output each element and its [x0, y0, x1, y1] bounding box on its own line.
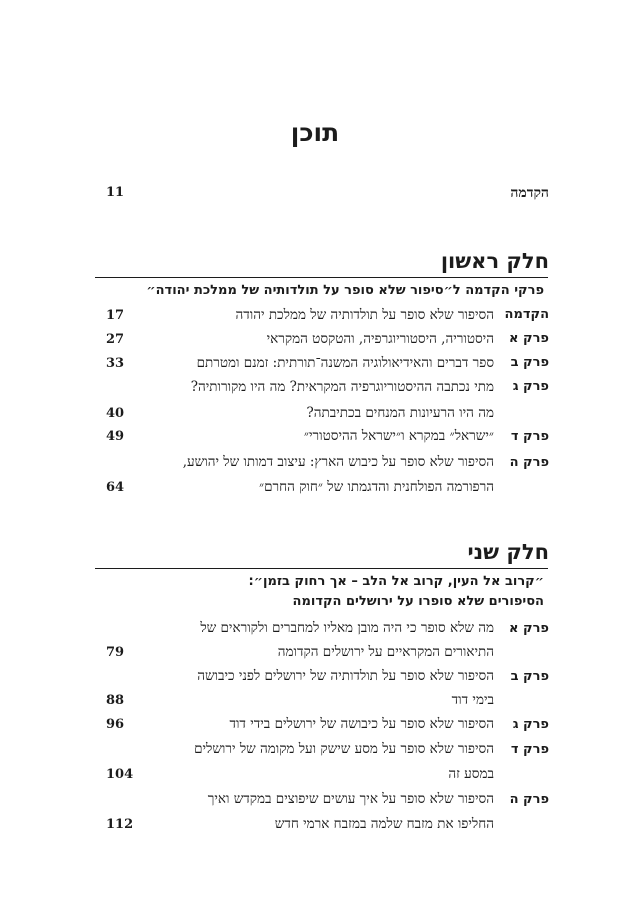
- toc-entry-text: הסיפור שלא סופר על איך עושים שיפוצים במקדש ואיך: [207, 791, 494, 807]
- toc-entry-label: פרק ה: [509, 792, 549, 807]
- intro-page: 11: [106, 185, 125, 200]
- toc-entry-text: היסטוריה, היסטוריוגרפיה, והטקסט המקראי: [266, 331, 494, 347]
- toc-entry-label: פרק ב: [510, 669, 549, 684]
- toc-entry-text: הסיפור שלא סופר על תולדותיה של ממלכת יהודה: [235, 307, 494, 323]
- toc-entry-label: פרק ג: [512, 379, 549, 394]
- toc-entry-text: הרפורמה הפולחנית והדגמתו של ״חוק החרם״: [258, 479, 494, 495]
- toc-entry-text: בימי דוד: [451, 692, 494, 708]
- toc-entry-label: פרק ב: [510, 355, 549, 370]
- toc-entry-text: התיאורים המקראיים על ירושלים הקדומה: [277, 644, 494, 660]
- toc-entry-text: מתי נכתבה ההיסטוריוגרפיה המקראית? מה היו מקורותיה?: [190, 379, 494, 395]
- toc-entry-text: הסיפור שלא סופר על תולדותיה של ירושלים לפני כיבושה: [197, 668, 494, 684]
- page-title: תוכן: [290, 118, 340, 147]
- toc-entry-page: 96: [106, 717, 125, 732]
- part1-section-title: פרקי הקדמה ל״סיפור שלא סופר על תולדותיה של ממלכת יהודה״: [146, 283, 544, 298]
- toc-entry-page: 40: [106, 406, 125, 421]
- toc-entry-label: הקדמה: [504, 307, 549, 322]
- toc-entry-page: 27: [106, 332, 125, 347]
- toc-entry-page: 33: [106, 356, 125, 371]
- toc-entry-page: 17: [106, 308, 125, 323]
- toc-entry-page: 79: [106, 645, 125, 660]
- toc-entry-text: הסיפור שלא סופר על כיבוש הארץ: עיצוב דמותו של יהושע,: [182, 454, 494, 470]
- toc-entry-text: מה היו הרעיונות המנחים בכתיבתה?: [306, 405, 494, 421]
- part1-divider: [95, 277, 548, 278]
- toc-entry-text: החליפו את מזבח שלמה במזבח ארמי חדש: [274, 816, 494, 832]
- toc-entry-text: ״ישראל״ במקרא ו״ישראל ההיסטורי״: [303, 428, 494, 444]
- toc-entry-text: מה שלא סופר כי היה מובן מאליו למחברים ולקוראים של: [200, 620, 494, 636]
- toc-entry-text: במסע זה: [448, 766, 494, 782]
- toc-entry-label: פרק א: [509, 621, 549, 636]
- part2-section-title-line1: ״קרוב אל העין, קרוב אל הלב – אך רחוק בזמן״:: [248, 574, 544, 589]
- part2-title: חלק שני: [467, 540, 549, 564]
- toc-entry-label: פרק ה: [509, 455, 549, 470]
- intro-label: הקדמה: [510, 185, 549, 201]
- toc-entry-label: פרק ד: [510, 429, 549, 444]
- toc-entry-label: פרק ד: [510, 742, 549, 757]
- toc-entry-text: הסיפור שלא סופר על כיבושה של ירושלים בידי דוד: [229, 716, 494, 732]
- toc-entry-page: 49: [106, 429, 125, 444]
- toc-entry-label: פרק א: [509, 331, 549, 346]
- toc-entry-page: 104: [106, 767, 134, 782]
- part2-section-title-line2: הסיפורים שלא סופרו על ירושלים הקדומה: [292, 594, 544, 609]
- toc-entry-text: הסיפור שלא סופר על מסע שישק ועל מקומה של ירושלים: [194, 741, 494, 757]
- part2-divider: [95, 568, 548, 569]
- toc-entry-label: פרק ג: [512, 717, 549, 732]
- part1-title: חלק ראשון: [440, 249, 549, 273]
- toc-entry-page: 88: [106, 693, 125, 708]
- toc-entry-text: ספר דברים והאידיאולוגיה המשנה־תורתית: זמנם ומטרתם: [196, 355, 494, 371]
- toc-entry-page: 112: [106, 817, 134, 832]
- toc-entry-page: 64: [106, 480, 125, 495]
